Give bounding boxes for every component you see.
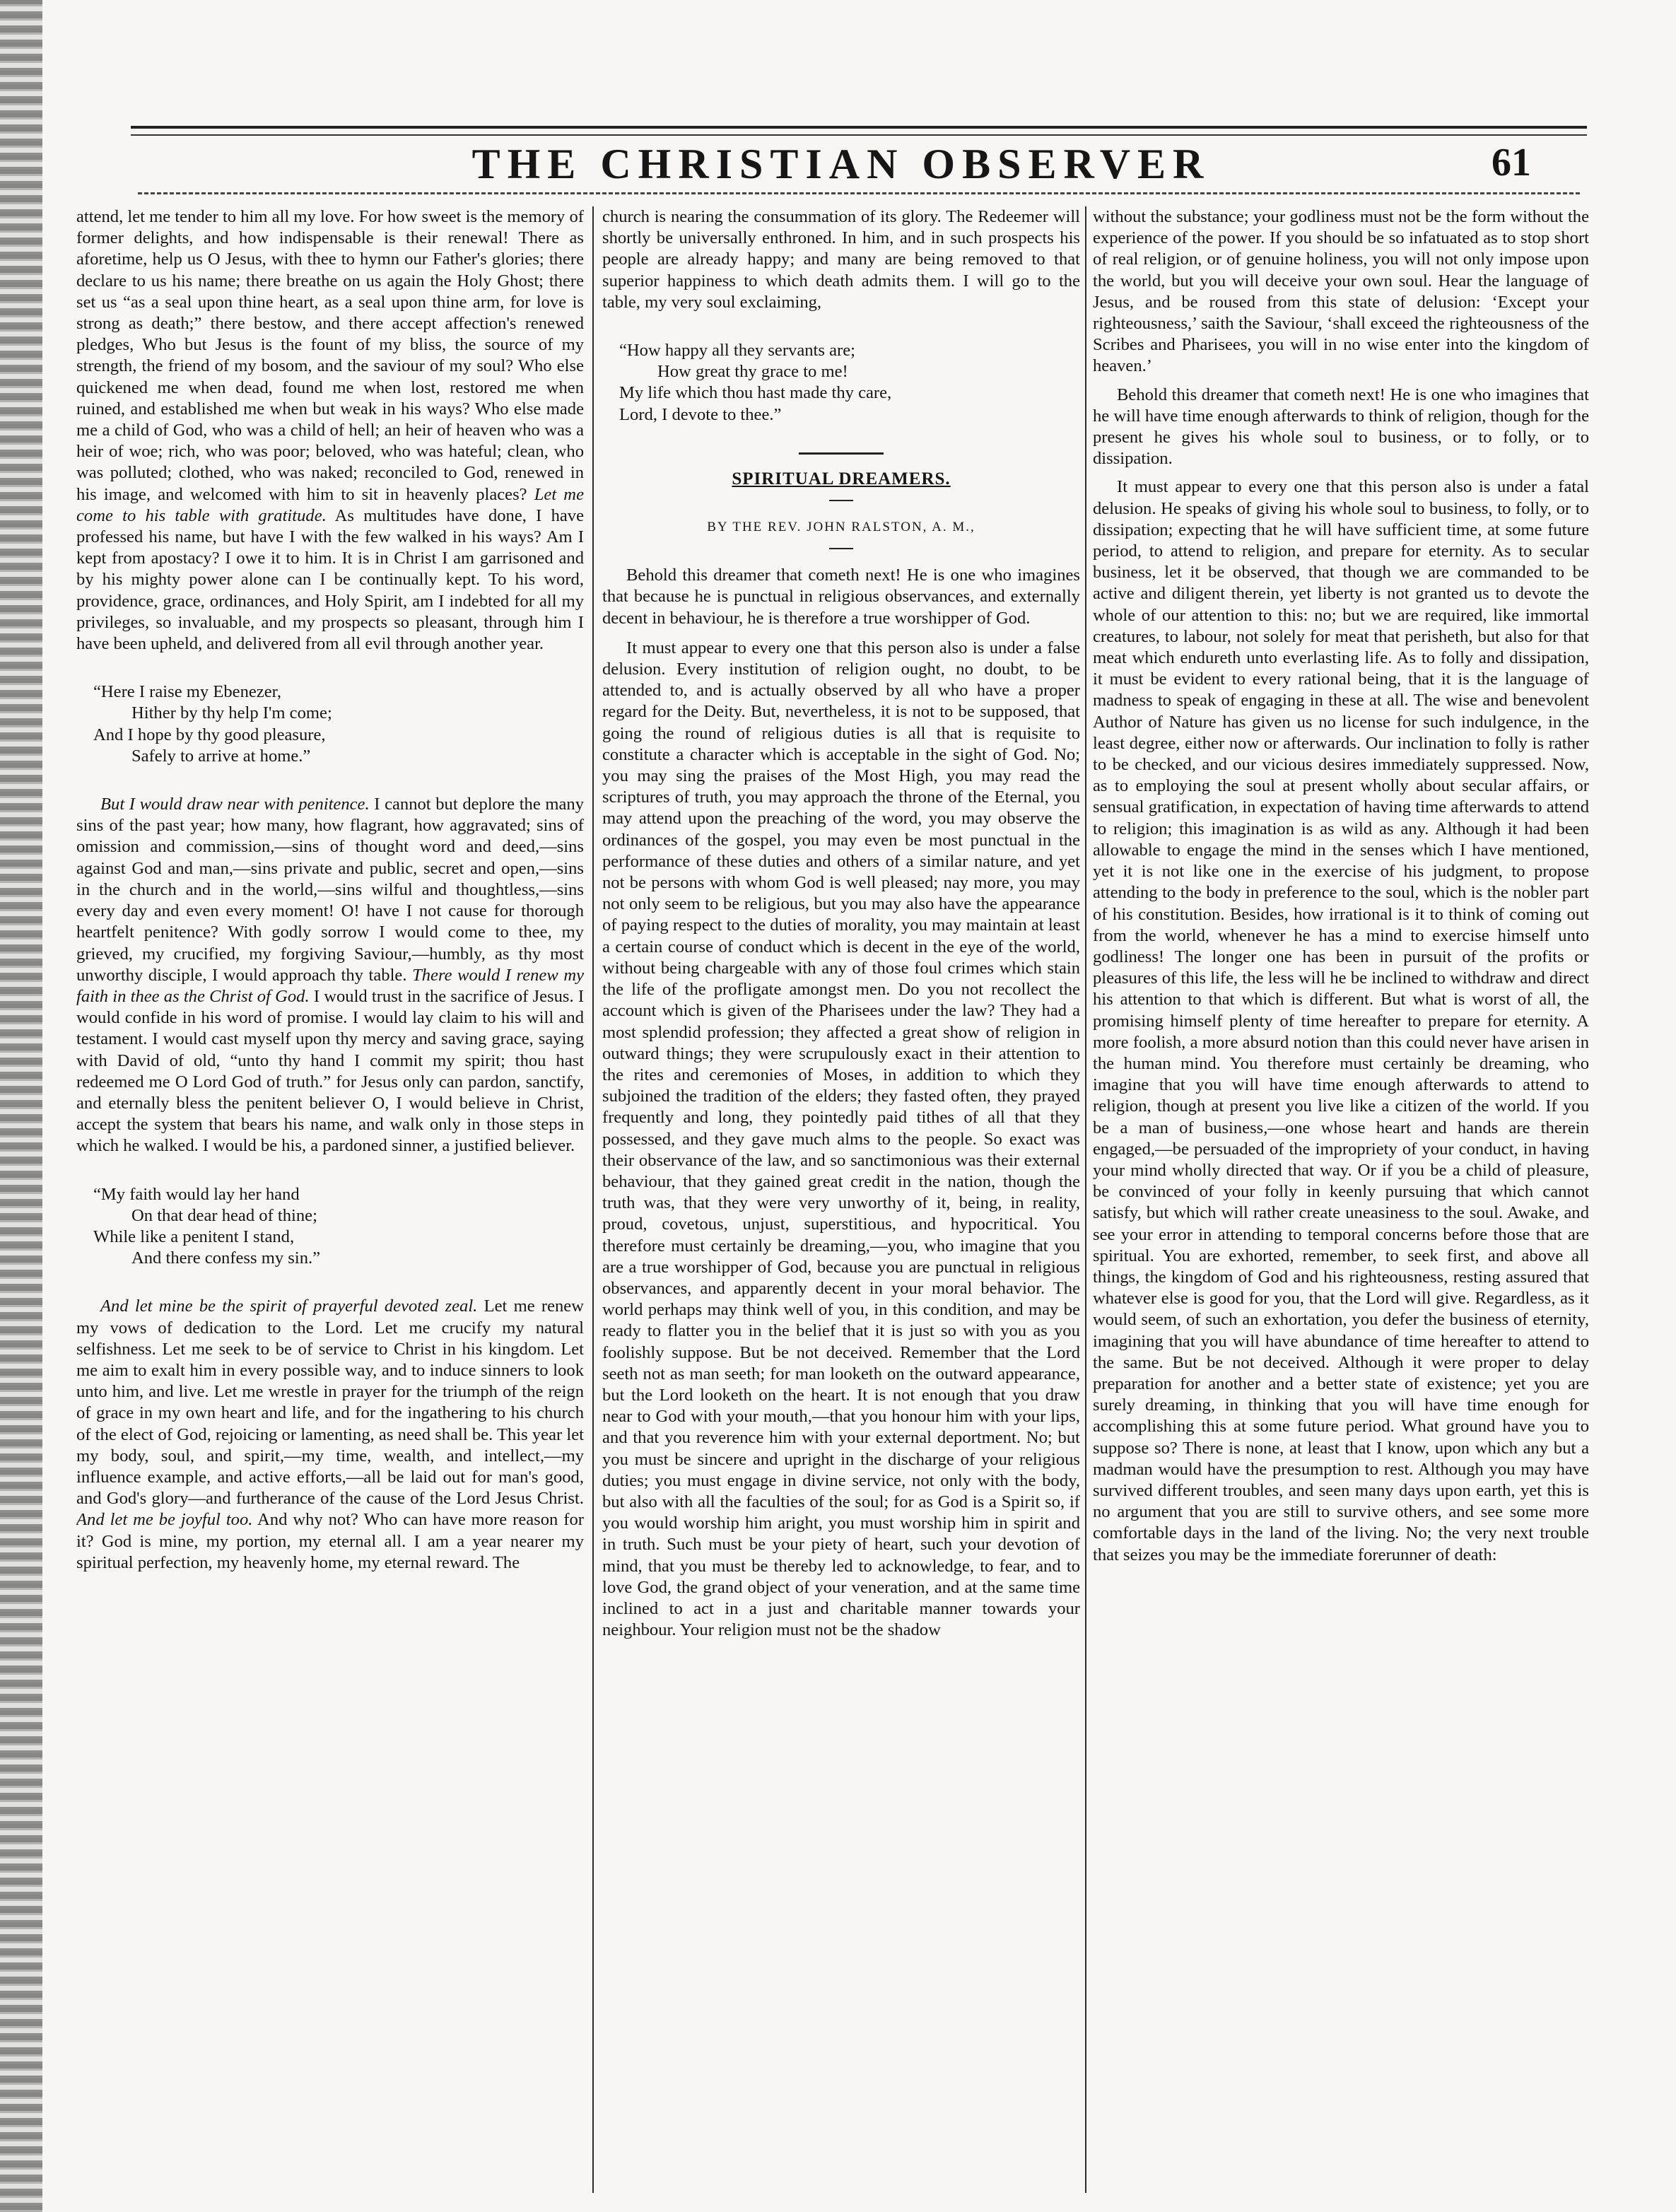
verse-line: Safely to arrive at home.” <box>131 746 311 766</box>
paragraph <box>76 1296 584 1574</box>
byline: BY THE REV. JOHN RALSTON, A. M., <box>707 520 975 535</box>
paragraph: Behold this dreamer that cometh next! He is one who imagines that he will have time enough afterwards to think of religion, though for the present he gives his whole soul to business, or to folly, or to dissipation. <box>1093 385 1589 469</box>
page-title: THE CHRISTIAN OBSERVER <box>471 141 1211 187</box>
page-number: 61 <box>1492 141 1531 185</box>
verse-line: “How happy all they servants are; <box>619 341 855 361</box>
title-underline <box>138 192 1580 194</box>
paragraph: Behold this dreamer that cometh next! He is one who imagines that because he is punctual in religious observances, and externally decent in behaviour, he is therefore a true worshipper of God. <box>602 566 1080 628</box>
verse-line: And I hope by thy good pleasure, <box>93 725 326 744</box>
verse <box>76 681 584 767</box>
text: And why not? Who can have more reason for it? God is mine, my portion, my eternal all. I am a year nearer my spiritual perfection, my heavenly home, my eternal reward. The <box>76 1510 584 1572</box>
verse-line: “My faith would lay her hand <box>93 1184 300 1204</box>
column-3 <box>1093 206 1589 2193</box>
text: I cannot but deplore the many sins of the past year; how many, how flagrant, how aggravated; sins of omission and commission,—sins of thought word and deed,—sins against God and man,—sins private and public, secret and open,—sins in the church and in the world,—sins wilful and thoughtless,—sins every day and even every moment! O! have I not cause for thorough heartfelt penitence? With godly sorrow I would come to thee, my grieved, my crucified, my forgiving Saviour,—humbly, as thy most unworthy disciple, I would approach thy table. <box>76 795 584 985</box>
paragraph <box>76 794 584 1157</box>
byline-rule <box>829 548 853 549</box>
verse-line: And there confess my sin.” <box>131 1248 321 1268</box>
column-1 <box>76 206 584 2193</box>
verse-line: “Here I raise my Ebenezer, <box>93 682 281 702</box>
verse-line: While like a penitent I stand, <box>93 1227 295 1246</box>
paragraph <box>76 206 584 655</box>
verse <box>76 1184 584 1270</box>
emphasis: Let me come to his table with gratitude. <box>76 484 584 525</box>
header-rule <box>131 126 1587 129</box>
text: As multitudes have done, I have professed his name, but have I with the few walked in his ways? Am I kept from apostacy? I owe it to him. It is in Christ I am garrisoned and by his mighty power alone can I be continually kept. To his word, providence, grace, ordinances, and Holy Spirit, am I indebted for all my privileges, so invaluable, and my prospects so pleasant, through him I have been upheld, and delivered from all evil through another year. <box>76 505 584 654</box>
verse-line: On that dear head of thine; <box>131 1205 317 1225</box>
header-rule-thin <box>131 134 1587 136</box>
paragraph: It must appear to every one that this person also is under a fatal delusion. He speaks of giving his whole soul to business, to folly, or to dissipation; expecting that he will have sufficient time, at some future period, to attend to religion, and prepare for eternity. As to secular business, let it be observed, that though we are commanded to be active and diligent therein, yet liberty is not granted us to devote the whole of our attention to this: no; but we are required, like immortal creatures, to labour, not solely for meat that perisheth, but also for that meat which endureth unto everlasting life. As to folly and dissipation, it must be evident to every rational being, that it is the language of madness to speak of engaging in these at all. The wise and benevolent Author of Nature has given us no license for such indulgence, in the least degree, either now or afterwards. Our inclination to folly is rather to be checked, and our vicious desires immediately suppressed. Now, as to employing the soul at present wholly about secular affairs, or sensual gratification, in expectation of having time afterwards to attend to religion; this imagination is as wild as any. Although it had been allowable to engage the mind in the senses which I have mentioned, yet it is not like one in the exercise of his judgment, to propose attending to the body in preference to the soul, which is the nobler part of his constitution. Besides, how irrational is it to think of coming out from the world, whenever he has a mind to exercise himself unto godliness! The longer one has been in pursuit of the profits or pleasures of this life, the less will he be inclined to withdraw and direct his attention to that which is different. But what is worst of all, the promising himself plenty of time hereafter to prepare for eternity. A more foolish, a more absurd notion than this could never have arisen in the human mind. You therefore must certainly be dreaming, who imagine that you will have time enough afterwards to attend to religion, though at present you live like a citizen of the world. If you be a man of business,—one whose heart and hands are therein engaged,—be persuaded of the impropriety of your conduct, in having your mind wholly directed that way. Or if you be a child of pleasure, be convinced of your folly in keenly pursuing that which cannot satisfy, but which will rather create uneasiness to the soul. Awake, and see your error in attending to temporal concerns before those that are spiritual. You are exhorted, remember, to seek first, and above all things, the kingdom of God and his righteousness, resting assured that whatever else is good for you, that the Lord will give. Regardless, as it would seem, of such an exhortation, you defer the business of eternity, imagining that you will have abundance of time hereafter to attend to the same. But be not deceived. Although it were proper to delay preparation for another and a better state of existence; yet you are surely dreaming, in thinking that you will have time enough for accomplishing this at some future period. What ground have you to suppose so? There is none, at least that I know, upon which any but a madman would have the presumption to rest. Although you may have survived different troubles, and seen many days upon earth, yet this is no argument that you are still to survive others, and see some more comfortable days in the land of the living. No; the very next trouble that seizes you may be the immediate forerunner of death: <box>1093 477 1589 1564</box>
emphasis: And let mine be the spirit of prayerful devoted zeal. <box>100 1297 478 1316</box>
emphasis: But I would draw near with penitence. <box>100 795 370 814</box>
section-divider <box>799 452 884 455</box>
column-divider <box>1085 206 1086 2193</box>
column-2 <box>602 206 1080 2193</box>
text: I would trust in the sacrifice of Jesus. I would confide in his word of promise. I would lay claim to his will and testament. I would cast myself upon thy mercy and saving grace, saying with David of old, “unto thy hand I commit my spirit; thou hast redeemed me O Lord God of truth.” for Jesus only can pardon, sanctify, and eternally bless the penitent believer O, I would believe in Christ, accept the system that bears his name, and walk only in those steps in which he walked. I would be his, a pardoned sinner, a justified believer. <box>76 986 584 1156</box>
paragraph: without the substance; your godliness must not be the form without the experience of the power. If you should be so infatuated as to stop short of real religion, or of genuine holiness, you will not only impose upon the world, but you will deceive your own soul. Hear the language of Jesus, and be roused from this state of delusion: ‘Except your righteousness,’ saith the Saviour, ‘shall exceed the righteousness of the Scribes and Pharisees, you will in no wise enter into the kingdom of heaven.’ <box>1093 207 1589 376</box>
article-title: SPIRITUAL DREAMERS. <box>732 469 951 488</box>
verse-line: My life which thou hast made thy care, <box>619 383 892 403</box>
emphasis: There would I renew my faith in thee as the Christ of God. <box>76 965 584 1006</box>
text: attend, let me tender to him all my love. For how sweet is the memory of former delights, and how indispensable is their renewal! There as aforetime, help us O Jesus, with thee to hymn our Father's glories; there declare to us his name; there breathe on us again the Holy Ghost; there set us “as a seal upon thine heart, as a seal upon thine arm, for love is strong as death;” there bestow, and there accept affection's renewed pledges, Who but Jesus is the fount of my bliss, the source of my strength, the friend of my bosom, and the saviour of my soul? Who else quickened me when dead, found me when lost, restored me when ruined, and established me when but weak in his ways? Who else made me a child of God, who was a child of hell; an heir of heaven who was a heir of woe; rich, who was poor; beloved, who was hateful; clean, who was polluted; clothed, who was naked; reconciled to God, renewed in his image, and welcomed with him to sit in heavenly places? <box>76 207 584 504</box>
scan-edge <box>0 0 42 2212</box>
emphasis: And let me be joyful too. <box>76 1510 253 1530</box>
verse-line: Lord, I devote to thee.” <box>619 404 782 424</box>
verse <box>602 340 1080 426</box>
verse-line: How great thy grace to me! <box>657 362 848 382</box>
paragraph: church is nearing the consummation of its glory. The Redeemer will shortly be universally enthroned. In him, and in such prospects his people are already happy; and many are being removed to that superior happiness to which death admits them. I will go to the table, my very soul exclaiming, <box>602 207 1080 312</box>
column-divider <box>592 206 594 2193</box>
verse-line: Hither by thy help I'm come; <box>131 703 332 723</box>
title-rule <box>829 500 853 501</box>
paragraph: It must appear to every one that this person also is under a false delusion. Every institution of religion ought, no doubt, to be attended to, and is actually observed by all who have a proper regard for the Deity. But, nevertheless, it is not to be supposed, that going the round of religious duties is all that is requisite to constitute a character which is acceptable in the sight of God. No; you may sing the praises of the Most High, you may read the scriptures of truth, you may approach the throne of the Eternal, you may attend upon the preaching of the word, you may observe the ordinances of the gospel, you may even be most punctual in the performance of these duties and others of a similar nature, and yet not be persons with whom God is well pleased; nay more, you may not only seem to be religious, but you may also have the appearance of paying respect to the duties of morality, you may maintain at least a certain course of conduct which is decent in the eye of the world, without being chargeable with any of those foul crimes which stain the life of the profligate amongst men. Do you not recollect the account which is given of the Pharisees under the law? They had a most splendid profession; they affected a great show of religion in outward things; they were scrupulously exact in their attention to the rites and ceremonies of Moses, in addition to which they subjoined the tradition of the elders; they fasted often, they prayed frequently and long, they pointedly paid tithes of all that they possessed, and they gave much alms to the people. So exact was their observance of the law, and so sanctimonious was their external behaviour, that they gained great credit in the nation, though the truth was, that they were very unworthy of it, being, in reality, proud, covetous, unjust, superstitious, and hypocritical. You therefore must certainly be dreaming,—you, who imagine that you are a true worshipper of God, because you are punctual in religious observances, and apparently decent in your moral behavior. The world perhaps may think well of you, in this condition, and may be ready to flatter you in the belief that it is just so with you as you foolishly suppose. But be not deceived. Remember that the Lord seeth not as man seeth; for man looketh on the outward appearance, but the Lord looketh on the heart. It is not enough that you draw near to God with your mouth,—that you honour him with your lips, and that you reverence him with your external deportment. No; but you must be sincere and upright in the discharge of your religious duties; you must engage in divine service, not only with the body, but also with all the faculties of the soul; for as God is a Spirit so, if you would worship him aright, you must worship him in spirit and in truth. Such must be your piety of heart, such your devotion of mind, that you must be thereby led to acknowledge, to fear, and to love God, the grand object of your veneration, and at the same time inclined to act in a just and charitable manner towards your neighbour. Your religion must not be the shadow <box>602 638 1080 1640</box>
text: Let me renew my vows of dedication to the Lord. Let me crucify my natural selfishness. Let me seek to be of service to Christ in his kingdom. Let me aim to exalt him in every possible way, and to induce sinners to look unto him, and live. Let me wrestle in prayer for the triumph of the reign of grace in my own heart and life, and for the ingathering to his church of the elect of God, rejoicing or lamenting, as need shall be. This year let my body, soul, and spirit,—my time, wealth, and intellect,—my influence example, and active efforts,—all be laid out for man's good, and God's glory—and furtherance of the cause of the Lord Jesus Christ. <box>76 1297 584 1509</box>
